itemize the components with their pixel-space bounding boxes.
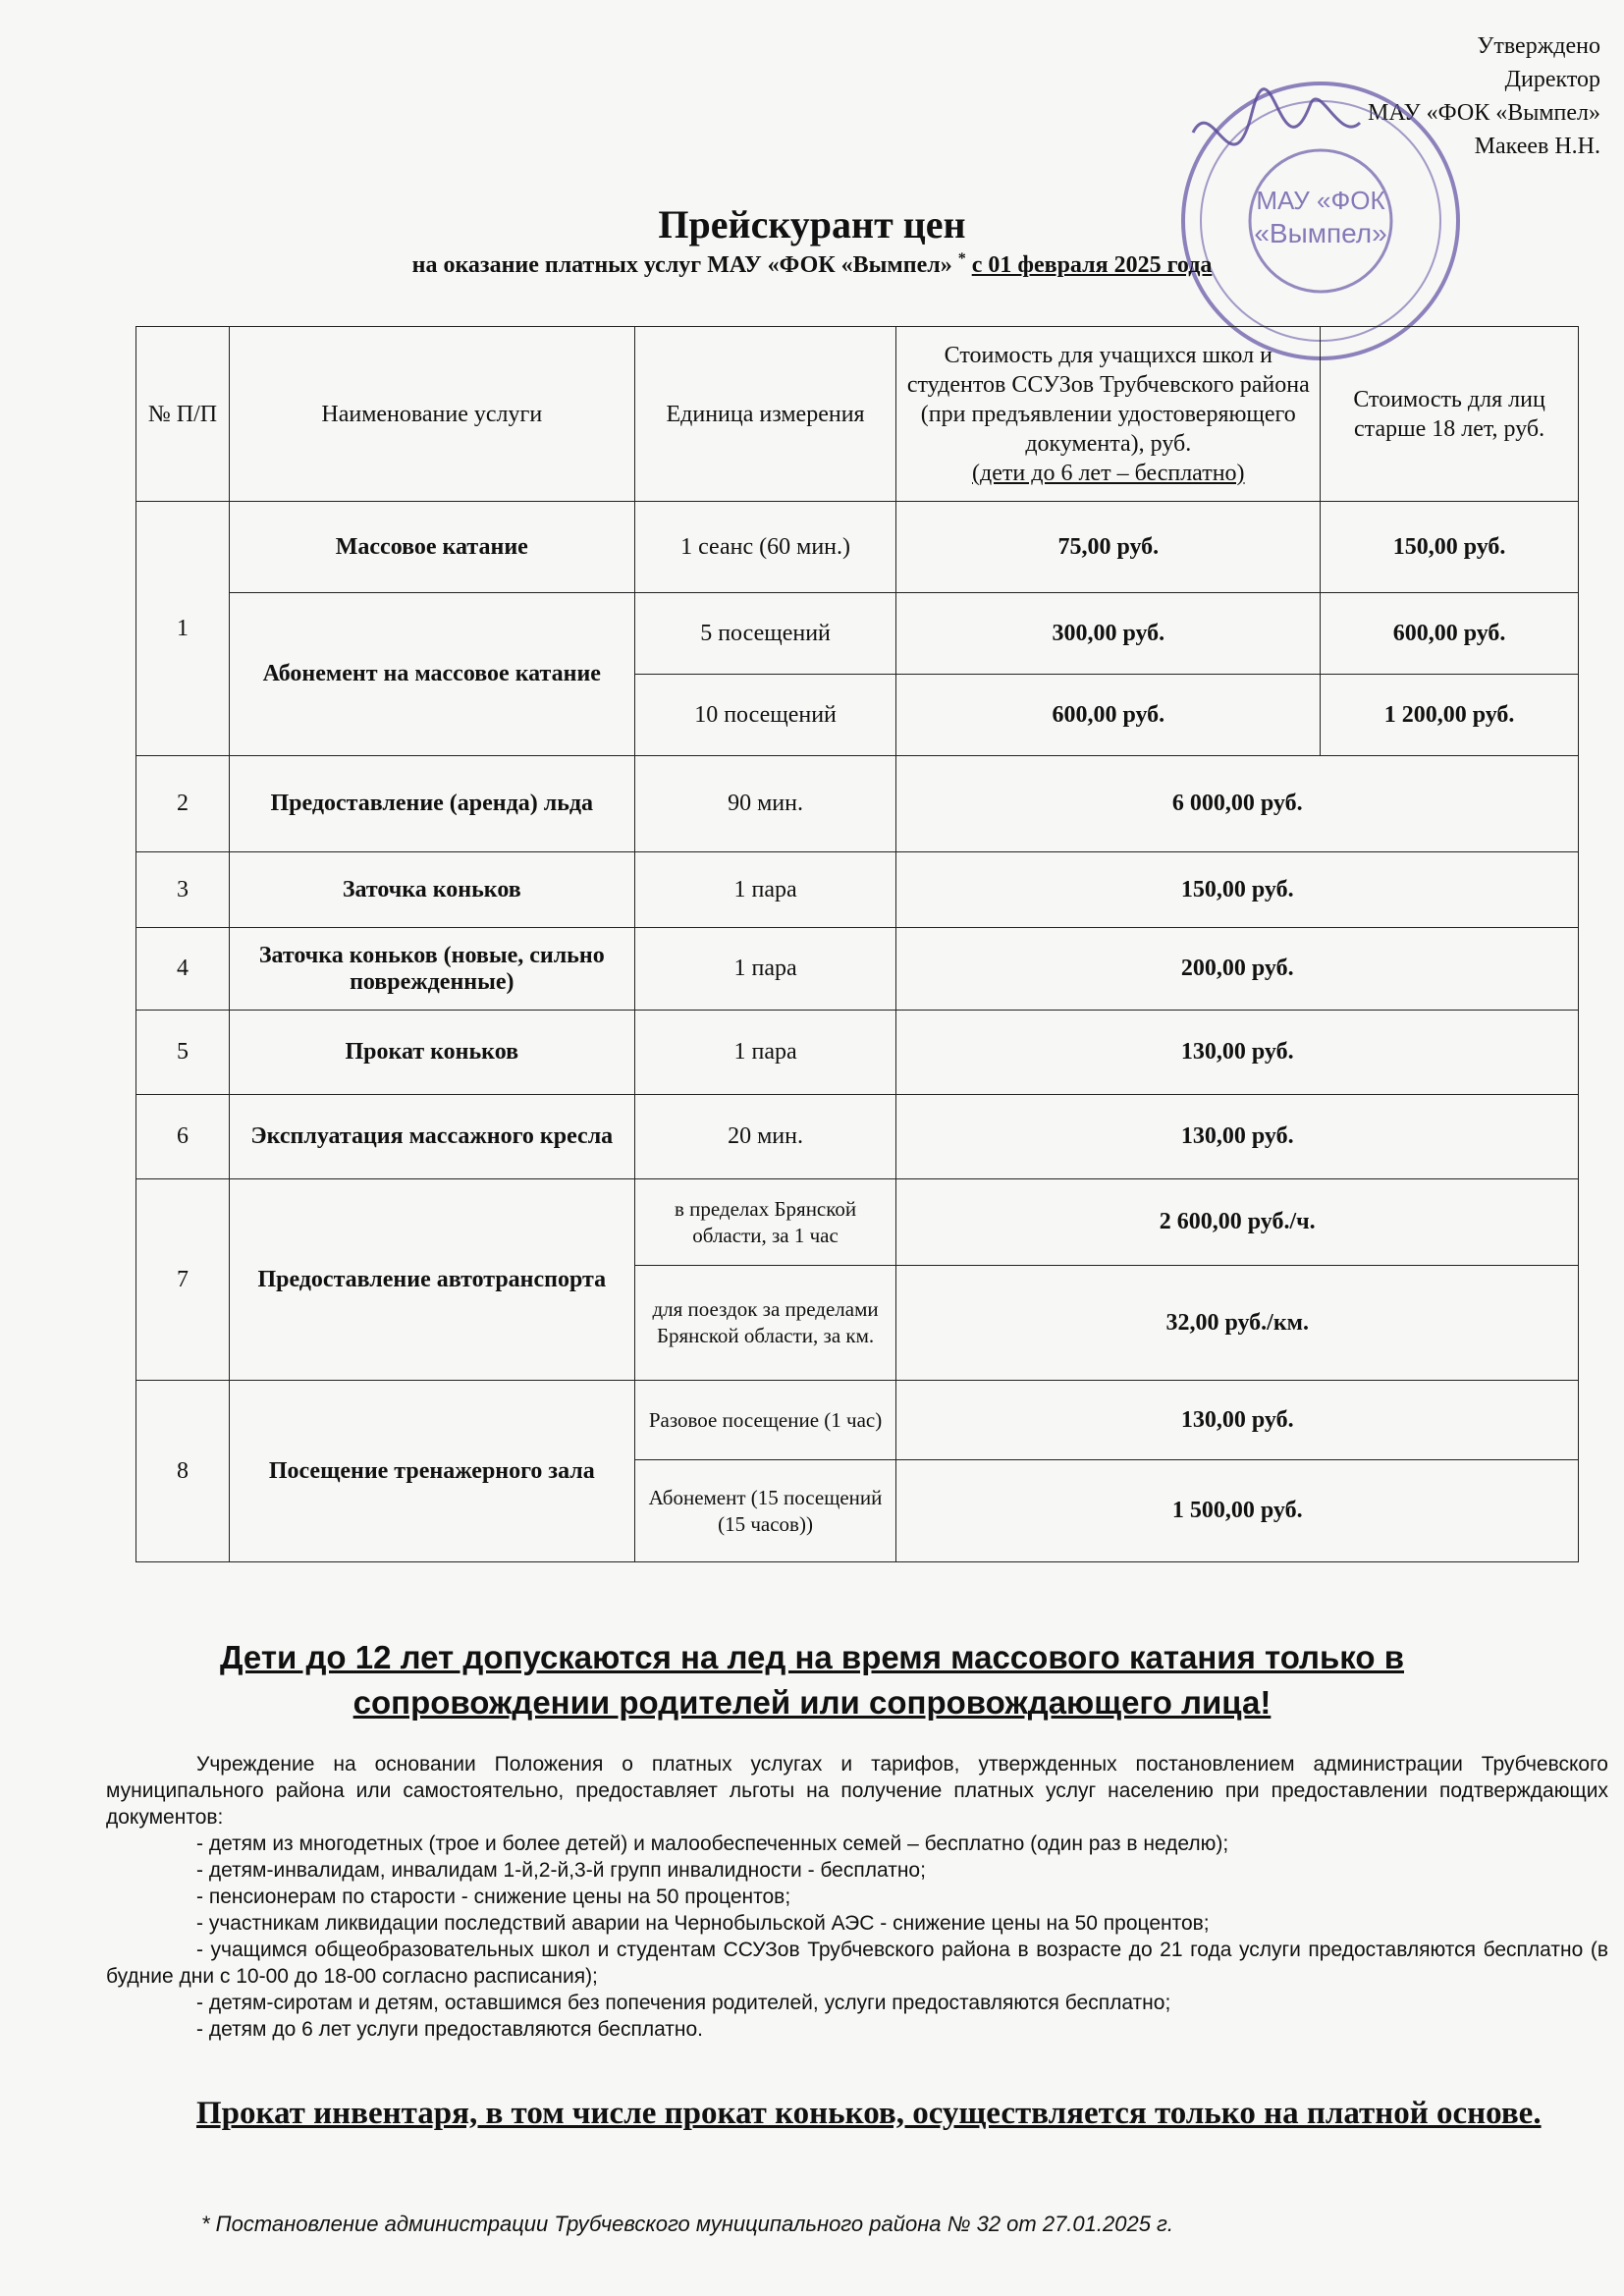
row-number: 7: [136, 1179, 230, 1381]
table-row: [136, 1381, 1579, 1460]
list-item: - детям-инвалидам, инвалидам 1-й,2-й,3-й групп инвалидности - бесплатно;: [196, 1859, 926, 1882]
service-unit: 1 пара: [634, 928, 896, 1011]
approval-director-name: Макеев Н.Н.: [1474, 134, 1600, 159]
table-row: [136, 1011, 1579, 1095]
header-students-note: (дети до 6 лет – бесплатно): [972, 460, 1245, 486]
list-item: - пенсионерам по старости - снижение цены на 50 процентов;: [196, 1886, 791, 1908]
benefits-list: [106, 1831, 1608, 2043]
header-adults-price: Стоимость для лиц старше 18 лет, руб.: [1321, 327, 1579, 502]
adults-price: 1 200,00 руб.: [1321, 675, 1579, 756]
benefits-intro: Учреждение на основании Положения о платных услугах и тарифов, утвержденных постановлением администрации Трубчевского муниципального района или самостоятельно, предоставляет льготы на получение платных услуг населению при предоставлении подтверждающих документов:: [106, 1753, 1608, 1829]
subtitle-effective-date: с 01 февраля 2025 года: [971, 252, 1213, 278]
table-row: [136, 852, 1579, 928]
stamp-inner-top: МАУ «ФОК: [1256, 186, 1385, 215]
table-row: [136, 593, 1579, 675]
service-price: 130,00 руб.: [896, 1011, 1579, 1095]
service-name: Заточка коньков: [229, 852, 634, 928]
adults-price: 150,00 руб.: [1321, 502, 1579, 593]
list-item: - детям до 6 лет услуги предоставляются бесплатно.: [196, 2018, 704, 2041]
children-warning: Дети до 12 лет допускаются на лед на время массового катания только в сопровождении родителей или сопровождающего лица!: [220, 1639, 1404, 1721]
service-name: Посещение тренажерного зала: [229, 1381, 634, 1562]
approval-position: Директор: [1504, 67, 1600, 92]
benefits-section: [106, 1751, 1608, 2043]
service-price: 2 600,00 руб./ч.: [896, 1179, 1579, 1266]
document-subtitle: [0, 250, 1624, 279]
service-unit: в пределах Брянской области, за 1 час: [634, 1179, 896, 1266]
students-price: 300,00 руб.: [896, 593, 1321, 675]
price-table: [135, 326, 1579, 1562]
service-name: Прокат коньков: [229, 1011, 634, 1095]
service-name: Эксплуатация массажного кресла: [229, 1095, 634, 1179]
service-unit: 90 мин.: [634, 756, 896, 852]
service-unit: 20 мин.: [634, 1095, 896, 1179]
header-service-name: Наименование услуги: [229, 327, 634, 502]
header-number: № П/П: [136, 327, 230, 502]
subtitle-prefix: на оказание платных услуг МАУ «ФОК «Вымпел»: [411, 252, 952, 278]
service-price: 130,00 руб.: [896, 1381, 1579, 1460]
service-unit: для поездок за пределами Брянской области, за км.: [634, 1266, 896, 1381]
service-price: 130,00 руб.: [896, 1095, 1579, 1179]
students-price: 75,00 руб.: [896, 502, 1321, 593]
list-item: - детям-сиротам и детям, оставшимся без попечения родителей, услуги предоставляются бесплатно;: [196, 1992, 1171, 2014]
table-row: [136, 1095, 1579, 1179]
table-header-row: [136, 327, 1579, 502]
service-price: 6 000,00 руб.: [896, 756, 1579, 852]
service-price: 200,00 руб.: [896, 928, 1579, 1011]
row-number: 6: [136, 1095, 230, 1179]
row-number: 3: [136, 852, 230, 928]
approval-line: Утверждено: [1477, 33, 1600, 59]
service-price: 32,00 руб./км.: [896, 1266, 1579, 1381]
service-name: Предоставление (аренда) льда: [229, 756, 634, 852]
service-unit: 10 посещений: [634, 675, 896, 756]
row-number: 5: [136, 1011, 230, 1095]
document-title: Прейскурант цен: [658, 202, 966, 246]
table-row: [136, 502, 1579, 593]
approval-organization: МАУ «ФОК «Вымпел»: [1368, 100, 1600, 126]
service-unit: Разовое посещение (1 час): [634, 1381, 896, 1460]
service-price: 150,00 руб.: [896, 852, 1579, 928]
service-unit: 1 сеанс (60 мин.): [634, 502, 896, 593]
header-students-price: [896, 327, 1321, 502]
stamp-inner-bottom: «Вымпел»: [1254, 218, 1387, 248]
service-unit: 5 посещений: [634, 593, 896, 675]
adults-price: 600,00 руб.: [1321, 593, 1579, 675]
table-row: [136, 1179, 1579, 1266]
service-name: Заточка коньков (новые, сильно поврежденные): [229, 928, 634, 1011]
row-number: 2: [136, 756, 230, 852]
inventory-text: Прокат инвентаря, в том числе прокат коньков, осуществляется только на платной основе.: [196, 2096, 1542, 2131]
service-name: Массовое катание: [229, 502, 634, 593]
row-number: 4: [136, 928, 230, 1011]
signature-mark: [1193, 89, 1360, 144]
row-number: 8: [136, 1381, 230, 1562]
service-unit: Абонемент (15 посещений (15 часов)): [634, 1460, 896, 1562]
table-row: [136, 928, 1579, 1011]
header-unit: Единица измерения: [634, 327, 896, 502]
service-unit: 1 пара: [634, 1011, 896, 1095]
header-students-main: Стоимость для учащихся школ и студентов ССУЗов Трубчевского района (при предъявлении удостоверяющего документа), руб.: [906, 342, 1310, 457]
list-item: - детям из многодетных (трое и более детей) и малообеспеченных семей – бесплатно (один раз в неделю);: [196, 1832, 1229, 1855]
service-price: 1 500,00 руб.: [896, 1460, 1579, 1562]
list-item: - участникам ликвидации последствий аварии на Чернобыльской АЭС - снижение цены на 50 процентов;: [196, 1912, 1210, 1935]
table-row: [136, 756, 1579, 852]
students-price: 600,00 руб.: [896, 675, 1321, 756]
inventory-notice: [106, 2094, 1608, 2133]
list-item: - учащимся общеобразовательных школ и студентам ССУЗов Трубчевского района в возрасте до 21 года услуги предоставляются бесплатно (в будние дни с 10-00 до 18-00 согласно расписания);: [106, 1939, 1608, 1988]
service-name: Абонемент на массовое катание: [229, 593, 634, 756]
service-name: Предоставление автотранспорта: [229, 1179, 634, 1381]
service-unit: 1 пара: [634, 852, 896, 928]
subtitle-footnote-mark: *: [957, 250, 966, 267]
footnote: * Постановление администрации Трубчевского муниципального района № 32 от 27.01.2025 г.: [201, 2212, 1174, 2236]
row-number: 1: [136, 502, 230, 756]
